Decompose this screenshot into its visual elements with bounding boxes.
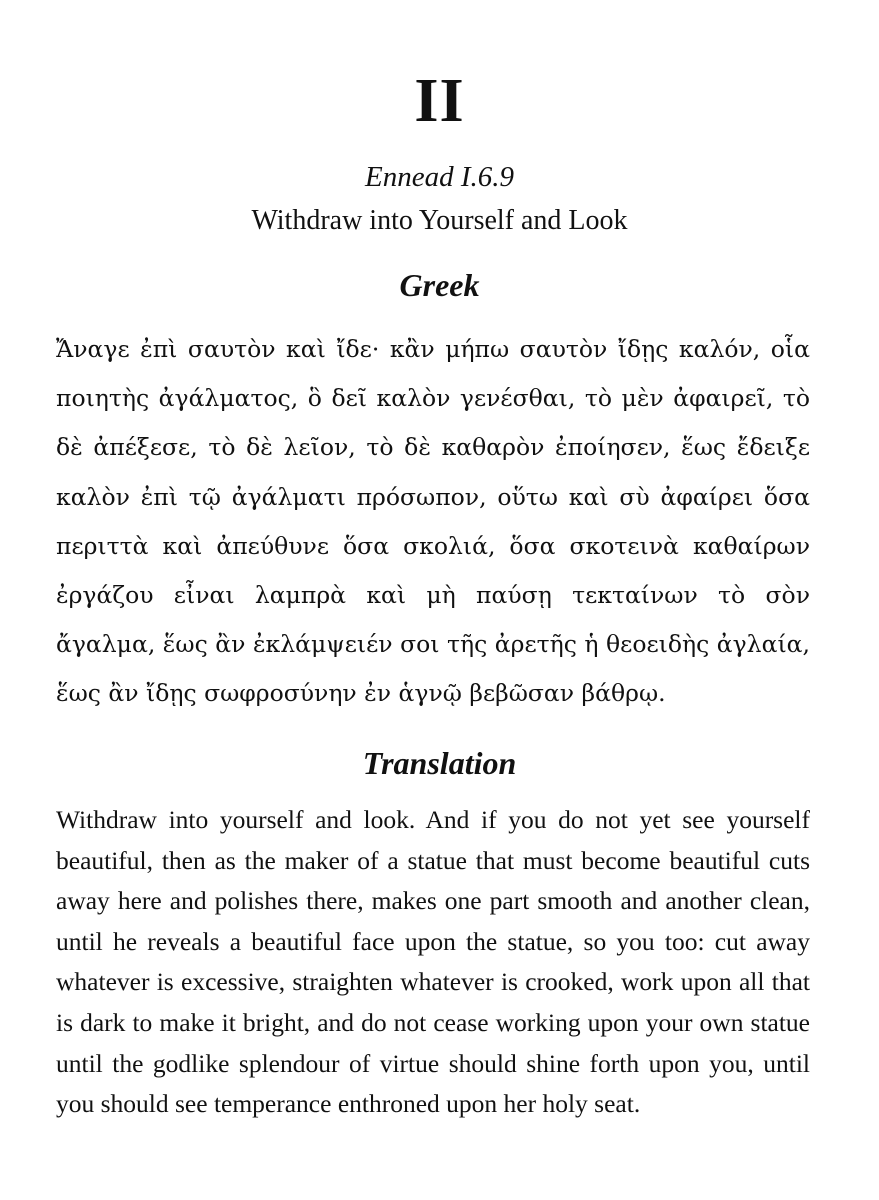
translation-passage: Withdraw into yourself and look. And if you do not yet see yourself beautiful, then as the maker of a statue that must become beautiful cuts away here and polishes there, makes one part smooth and another clean, until he reveals a beautiful face upon the statue, so you too: cut away whatever is excessive, straighten whatever is crooked, work upon all that is dark to make it bright, and do not cease working upon your own statue until the godlike splendour of virtue should shine forth upon you, until you should see temperance enthroned upon her holy seat. bbox=[56, 805, 810, 1119]
greek-passage: Ἄναγε ἐπὶ σαυτὸν καὶ ἴδε· κἂν μήπω σαυτὸν ἴδῃς καλόν, οἷα ποιητὴς ἀγάλματος, ὃ δεῖ καλὸν γενέσθαι, τὸ μὲν ἀφαιρεῖ, τὸ δὲ ἀπέξεσε, τὸ δὲ λεῖον, τὸ δὲ καθαρὸν ἐποίησεν, ἕως ἔδειξε καλὸν ἐπὶ τῷ ἀγάλματι πρόσωπον, οὕτω καὶ σὺ ἀφαίρει ὅσα περιττὰ καὶ ἀπεύθυνε ὅσα σκολιά, ὅσα σκοτεινὰ καθαίρων ἐργάζου εἶναι λαμπρὰ καὶ μὴ παύσῃ τεκταίνων τὸ σὸν ἄγαλμα, ἕως ἂν ἐκλάμψειέν σοι τῆς ἀρετῆς ἡ θεοειδὴς ἀγλαία, ἕως ἂν ἴδῃς σωφροσύνην ἐν ἁγνῷ βεβῶσαν βάθρῳ. bbox=[56, 335, 810, 708]
translation-heading: Translation bbox=[362, 745, 517, 781]
chapter-number: II bbox=[414, 67, 465, 135]
greek-heading: Greek bbox=[399, 267, 480, 303]
chapter-title: Withdraw into Yourself and Look bbox=[251, 205, 628, 236]
ennead-reference: Ennead I.6.9 bbox=[365, 161, 514, 193]
